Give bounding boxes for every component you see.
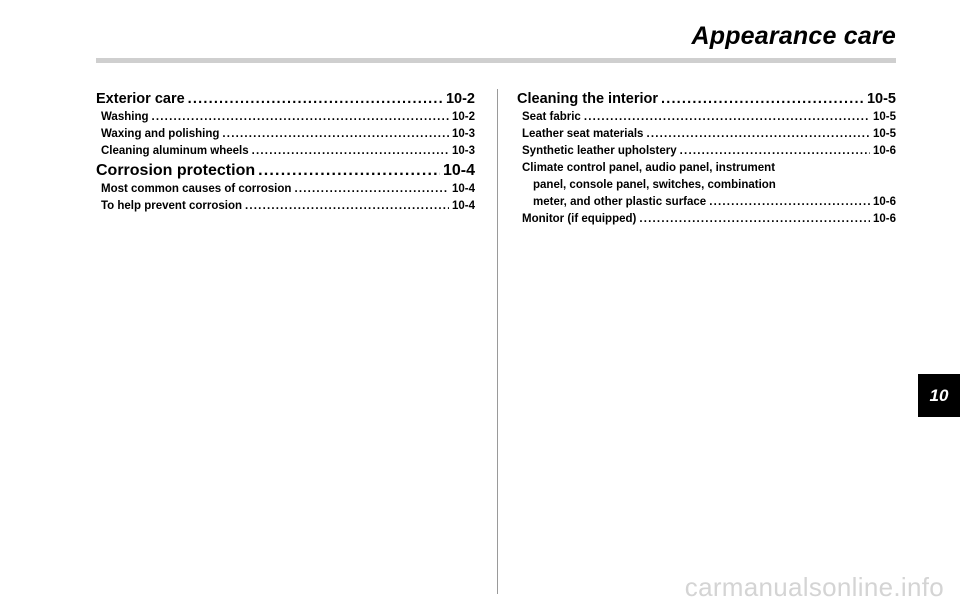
chapter-tab: 10 <box>918 374 960 417</box>
leader-dots <box>661 89 864 109</box>
leader-dots <box>584 109 870 126</box>
toc-item-label-line: Climate control panel, audio panel, instrument <box>522 162 776 174</box>
leader-dots <box>680 143 870 160</box>
toc-section-exterior-care[interactable] <box>96 89 475 109</box>
toc-page-number: 10-4 <box>442 162 475 179</box>
toc-left-column <box>96 89 475 215</box>
page-title: Appearance care <box>691 22 896 50</box>
toc-page-number: 10-6 <box>872 196 896 208</box>
toc-page-number: 10-3 <box>451 128 475 140</box>
toc-section-label: Corrosion protection <box>96 162 256 179</box>
toc-item-label-line: panel, console panel, switches, combination <box>533 179 776 191</box>
leader-dots <box>245 198 449 215</box>
toc-item-synthetic-leather[interactable] <box>517 143 896 160</box>
toc-item-causes-of-corrosion[interactable] <box>96 181 475 198</box>
leader-dots <box>294 181 449 198</box>
leader-dots <box>252 143 449 160</box>
toc-item-label: Most common causes of corrosion <box>101 183 292 195</box>
toc-item-label: To help prevent corrosion <box>101 200 242 212</box>
toc-item-leather-seat-materials[interactable] <box>517 126 896 143</box>
toc-section-cleaning-interior[interactable] <box>517 89 896 109</box>
title-underline <box>96 58 896 63</box>
toc-page-number: 10-5 <box>872 111 896 123</box>
toc-item-cleaning-aluminum-wheels[interactable] <box>96 143 475 160</box>
toc-page-number: 10-5 <box>866 91 896 107</box>
toc-item-prevent-corrosion[interactable] <box>96 198 475 215</box>
toc-item-label: Leather seat materials <box>522 128 644 140</box>
toc-item-label: Seat fabric <box>522 111 581 123</box>
leader-dots <box>152 109 449 126</box>
leader-dots <box>188 89 443 109</box>
leader-dots <box>639 211 870 228</box>
toc-item-label-line: meter, and other plastic surface <box>533 196 707 208</box>
toc-page-number: 10-4 <box>451 183 475 195</box>
toc-page-number: 10-4 <box>451 200 475 212</box>
toc-item-label: Synthetic leather upholstery <box>522 145 677 157</box>
toc-item-last-line <box>522 194 896 211</box>
toc-item-label: Cleaning aluminum wheels <box>101 145 249 157</box>
toc-item-waxing-polishing[interactable] <box>96 126 475 143</box>
toc-page-number: 10-2 <box>445 91 475 107</box>
toc-item-label: Washing <box>101 111 149 123</box>
toc-item-washing[interactable] <box>96 109 475 126</box>
toc-page-number: 10-6 <box>872 145 896 157</box>
toc-section-label: Cleaning the interior <box>517 91 658 107</box>
toc-page-number: 10-3 <box>451 145 475 157</box>
toc-page-number: 10-5 <box>872 128 896 140</box>
leader-dots <box>646 126 870 143</box>
toc-item-label: Monitor (if equipped) <box>522 213 637 225</box>
leader-dots <box>258 160 440 181</box>
toc-item-monitor[interactable] <box>517 211 896 228</box>
watermark: carmanualsonline.info <box>684 572 944 602</box>
toc-section-corrosion-protection[interactable] <box>96 160 475 181</box>
leader-dots <box>709 194 870 211</box>
column-divider <box>497 89 498 594</box>
toc-item-climate-control-panel[interactable] <box>517 160 896 211</box>
toc-item-label: Waxing and polishing <box>101 128 220 140</box>
leader-dots <box>222 126 449 143</box>
toc-item-seat-fabric[interactable] <box>517 109 896 126</box>
toc-right-column <box>517 89 896 228</box>
toc-section-label: Exterior care <box>96 91 185 107</box>
toc-page-number: 10-6 <box>872 213 896 225</box>
toc-page-number: 10-2 <box>451 111 475 123</box>
